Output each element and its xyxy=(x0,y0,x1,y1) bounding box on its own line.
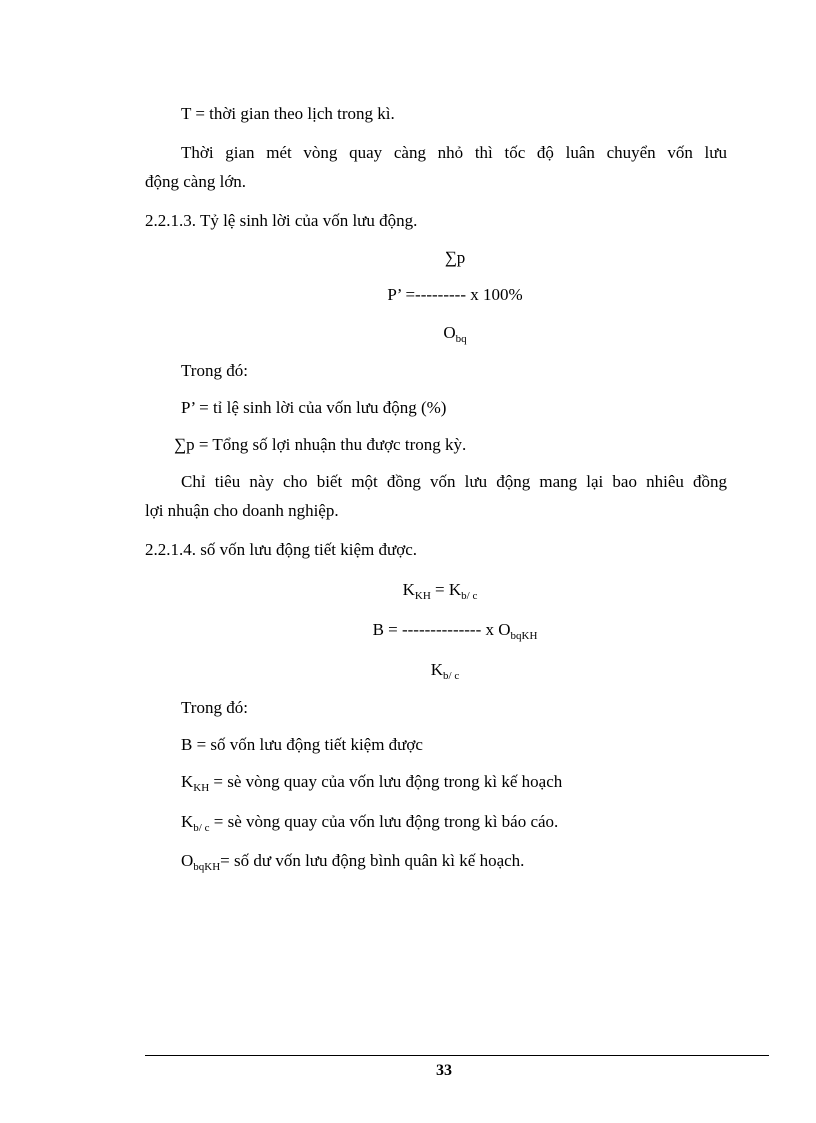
formula-2-numerator xyxy=(32,580,816,600)
formula-2-main-sub: bqKH xyxy=(510,630,538,642)
formula-2-main-prefix: B = -------------- x O xyxy=(372,620,511,639)
paragraph-2-line-2: lợi nhuận cho doanh nghiệp. xyxy=(145,501,339,520)
where-2-item-1: B = số vốn lưu động tiết kiệm được xyxy=(181,735,423,754)
where-2-item-3 xyxy=(181,812,558,832)
formula-2-num-k2-sub: b/ c xyxy=(461,590,478,602)
formula-2-main xyxy=(47,620,816,640)
formula-1-numerator: ∑p xyxy=(444,248,466,267)
where-2-item-4 xyxy=(181,851,524,871)
formula-2-denominator xyxy=(37,660,816,680)
footer-rule xyxy=(145,1055,769,1056)
paragraph-2-line-1: Chỉ tiêu này cho biết một đồng vốn lưu động mang lại bao nhiêu đồng xyxy=(181,472,727,491)
formula-2-den-base: K xyxy=(430,660,444,679)
heading-2-2-1-4: 2.2.1.4. số vốn lưu động tiết kiệm được. xyxy=(145,540,418,559)
where-2-item-2 xyxy=(181,772,562,792)
where-2-item-2-sub: KH xyxy=(193,782,210,794)
t-definition: T = thời gian theo lịch trong kì. xyxy=(181,104,395,123)
formula-1-main: P’ =--------- x 100% xyxy=(387,285,523,304)
formula-2-num-k: K xyxy=(402,580,415,599)
where-2-item-3-sub: b/ c xyxy=(193,822,210,834)
formula-1-denominator xyxy=(47,323,816,343)
where-2-item-3-base: K xyxy=(181,812,194,831)
formula-1-den-sub: bq xyxy=(455,333,467,345)
where-2-item-4-sub: bqKH xyxy=(193,861,221,873)
paragraph-1-line-2: động càng lớn. xyxy=(145,172,247,191)
where-2-item-3-text: = sè vòng quay của vốn lưu động trong kì báo cáo. xyxy=(209,812,559,831)
where-2-label: Trong đó: xyxy=(181,698,248,717)
where-2-item-2-base: K xyxy=(181,772,194,791)
formula-2-num-eq: = K xyxy=(430,580,462,599)
where-1-item-2: ∑p = Tổng số lợi nhuận thu được trong kỳ. xyxy=(174,435,467,454)
where-1-item-1: P’ = tỉ lệ sinh lời của vốn lưu động (%) xyxy=(181,398,447,417)
formula-2-den-sub: b/ c xyxy=(443,670,460,682)
where-2-item-2-text: = sè vòng quay của vốn lưu động trong kì kế hoạch xyxy=(209,772,563,791)
where-2-item-4-text: = số dư vốn lưu động bình quân kì kế hoạch. xyxy=(220,851,525,870)
where-2-item-4-base: O xyxy=(181,851,194,870)
paragraph-1-line-1: Thời gian mét vòng quay càng nhỏ thì tốc độ luân chuyển vốn lưu xyxy=(181,143,727,162)
formula-2-num-k-sub: KH xyxy=(414,590,431,602)
where-1-label: Trong đó: xyxy=(181,361,248,380)
heading-2-2-1-3: 2.2.1.3. Tỷ lệ sinh lời của vốn lưu động. xyxy=(145,211,418,230)
formula-1-den-base: O xyxy=(443,323,456,342)
page-number: 33 xyxy=(436,1062,452,1079)
